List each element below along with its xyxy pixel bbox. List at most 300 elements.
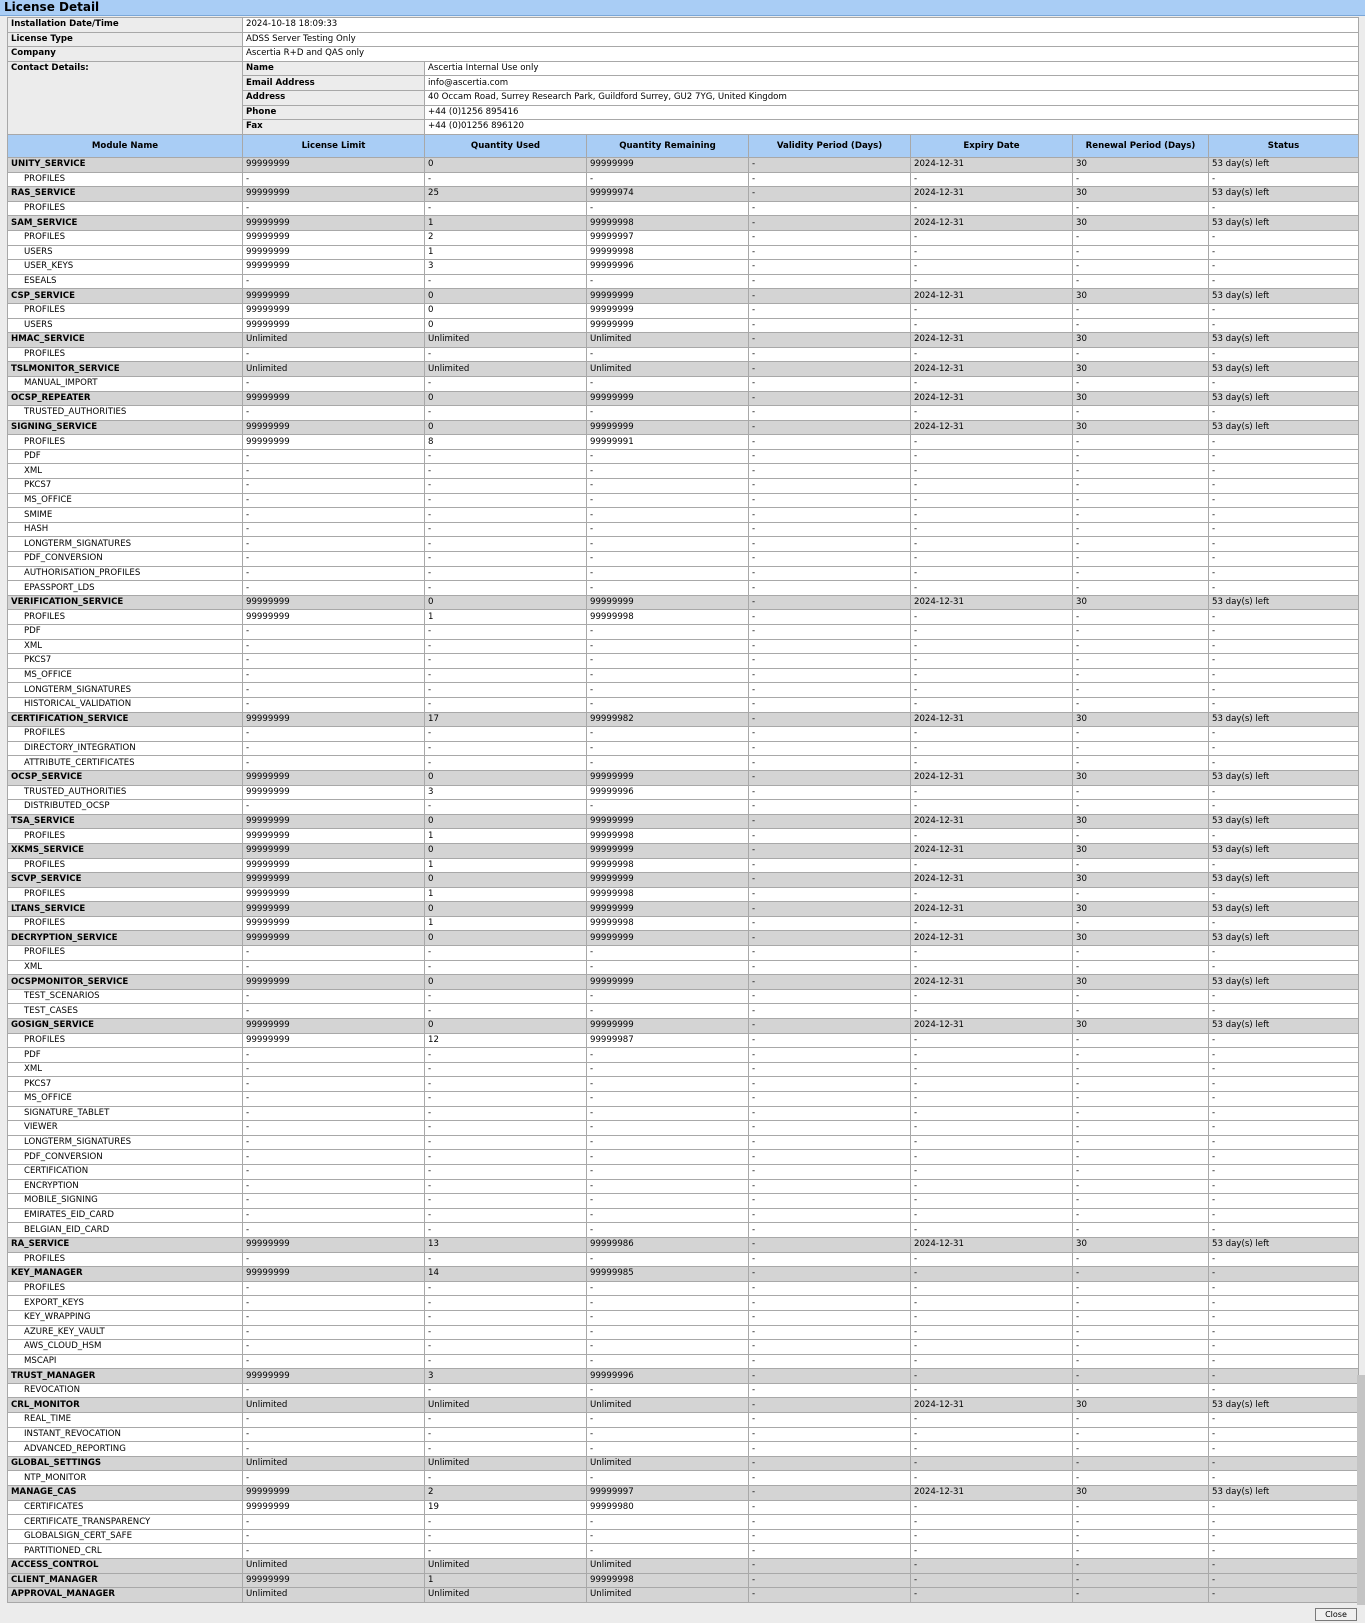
expiry-cell: -: [911, 435, 1073, 450]
status-cell: -: [1209, 1427, 1359, 1442]
renewal-cell: -: [1073, 479, 1209, 494]
expiry-cell: -: [911, 552, 1073, 567]
module-name-cell: HMAC_SERVICE: [8, 333, 243, 348]
quantity-used-cell: 0: [425, 873, 587, 888]
status-cell: -: [1209, 1340, 1359, 1355]
expiry-cell: -: [911, 829, 1073, 844]
module-name-cell: AUTHORISATION_PROFILES: [8, 566, 243, 581]
expiry-cell: -: [911, 449, 1073, 464]
quantity-remaining-cell: 99999998: [587, 610, 749, 625]
validity-cell: -: [749, 960, 911, 975]
sub-module-row: [8, 668, 1359, 683]
renewal-cell: 30: [1073, 420, 1209, 435]
license-limit-cell: 99999999: [243, 843, 425, 858]
module-name-cell: CERTIFICATION_SERVICE: [8, 712, 243, 727]
validity-cell: -: [749, 931, 911, 946]
module-name-cell: PROFILES: [8, 887, 243, 902]
service-row: [8, 1019, 1359, 1034]
module-name-cell: PARTITIONED_CRL: [8, 1544, 243, 1559]
service-row: [8, 712, 1359, 727]
validity-cell: -: [749, 1296, 911, 1311]
renewal-cell: -: [1073, 1223, 1209, 1238]
quantity-used-cell: -: [425, 1296, 587, 1311]
status-cell: -: [1209, 1062, 1359, 1077]
sub-module-row: [8, 552, 1359, 567]
module-name-cell: LONGTERM_SIGNATURES: [8, 537, 243, 552]
license-limit-cell: -: [243, 1121, 425, 1136]
module-name-cell: APPROVAL_MANAGER: [8, 1588, 243, 1603]
module-name-cell: MS_OFFICE: [8, 1092, 243, 1107]
quantity-remaining-cell: 99999999: [587, 975, 749, 990]
quantity-used-cell: 3: [425, 1369, 587, 1384]
status-cell: -: [1209, 1252, 1359, 1267]
validity-cell: -: [749, 639, 911, 654]
renewal-cell: -: [1073, 829, 1209, 844]
contact-address-value: 40 Occam Road, Surrey Research Park, Guildford Surrey, GU2 7YG, United Kingdom: [425, 90, 1359, 105]
company-row: [8, 47, 1359, 62]
quantity-used-cell: Unlimited: [425, 1588, 587, 1603]
renewal-cell: -: [1073, 1383, 1209, 1398]
validity-cell: -: [749, 756, 911, 771]
license-limit-cell: -: [243, 1471, 425, 1486]
status-cell: -: [1209, 1281, 1359, 1296]
service-row: [8, 1369, 1359, 1384]
module-name-cell: PDF: [8, 449, 243, 464]
validity-cell: -: [749, 1208, 911, 1223]
status-cell: 53 day(s) left: [1209, 391, 1359, 406]
license-limit-cell: -: [243, 683, 425, 698]
quantity-used-cell: -: [425, 1077, 587, 1092]
expiry-cell: -: [911, 303, 1073, 318]
validity-cell: -: [749, 1442, 911, 1457]
service-row: [8, 289, 1359, 304]
status-cell: -: [1209, 1369, 1359, 1384]
status-cell: -: [1209, 303, 1359, 318]
status-cell: -: [1209, 493, 1359, 508]
module-name-cell: TEST_SCENARIOS: [8, 989, 243, 1004]
module-name-cell: PKCS7: [8, 654, 243, 669]
quantity-used-cell: -: [425, 522, 587, 537]
quantity-used-cell: -: [425, 1164, 587, 1179]
status-cell: -: [1209, 1296, 1359, 1311]
quantity-remaining-cell: -: [587, 1077, 749, 1092]
license-limit-cell: 99999999: [243, 1573, 425, 1588]
status-cell: -: [1209, 1194, 1359, 1209]
status-cell: 53 day(s) left: [1209, 158, 1359, 173]
quantity-remaining-cell: -: [587, 552, 749, 567]
renewal-cell: -: [1073, 1179, 1209, 1194]
sub-module-row: [8, 318, 1359, 333]
validity-cell: -: [749, 172, 911, 187]
sub-module-row: [8, 376, 1359, 391]
renewal-cell: -: [1073, 1062, 1209, 1077]
status-cell: 53 day(s) left: [1209, 595, 1359, 610]
renewal-cell: -: [1073, 1500, 1209, 1515]
service-row: [8, 1456, 1359, 1471]
module-name-cell: MSCAPI: [8, 1354, 243, 1369]
expiry-cell: 2024-12-31: [911, 873, 1073, 888]
license-limit-cell: -: [243, 1179, 425, 1194]
module-name-cell: CSP_SERVICE: [8, 289, 243, 304]
renewal-cell: -: [1073, 1092, 1209, 1107]
validity-cell: -: [749, 654, 911, 669]
renewal-cell: -: [1073, 1296, 1209, 1311]
module-name-cell: PROFILES: [8, 1033, 243, 1048]
quantity-used-cell: 3: [425, 785, 587, 800]
quantity-used-cell: -: [425, 1340, 587, 1355]
module-name-cell: AZURE_KEY_VAULT: [8, 1325, 243, 1340]
quantity-remaining-cell: -: [587, 274, 749, 289]
status-cell: -: [1209, 989, 1359, 1004]
validity-cell: -: [749, 245, 911, 260]
renewal-cell: 30: [1073, 975, 1209, 990]
expiry-cell: -: [911, 1048, 1073, 1063]
validity-cell: -: [749, 902, 911, 917]
license-limit-cell: -: [243, 756, 425, 771]
module-name-cell: LONGTERM_SIGNATURES: [8, 683, 243, 698]
quantity-used-cell: -: [425, 1413, 587, 1428]
license-limit-cell: 99999999: [243, 318, 425, 333]
quantity-used-cell: 14: [425, 1267, 587, 1282]
quantity-remaining-cell: -: [587, 1048, 749, 1063]
col-quantity-used: Quantity Used: [425, 135, 587, 158]
status-cell: -: [1209, 756, 1359, 771]
sub-module-row: [8, 347, 1359, 362]
quantity-remaining-cell: -: [587, 522, 749, 537]
status-cell: -: [1209, 668, 1359, 683]
expiry-cell: -: [911, 1413, 1073, 1428]
validity-cell: -: [749, 537, 911, 552]
license-limit-cell: 99999999: [243, 873, 425, 888]
quantity-remaining-cell: -: [587, 1281, 749, 1296]
validity-cell: -: [749, 1573, 911, 1588]
quantity-used-cell: -: [425, 639, 587, 654]
quantity-remaining-cell: -: [587, 1194, 749, 1209]
module-name-cell: PKCS7: [8, 1077, 243, 1092]
status-cell: 53 day(s) left: [1209, 843, 1359, 858]
expiry-cell: 2024-12-31: [911, 595, 1073, 610]
quantity-used-cell: 1: [425, 916, 587, 931]
expiry-cell: -: [911, 683, 1073, 698]
license-limit-cell: -: [243, 654, 425, 669]
status-cell: 53 day(s) left: [1209, 289, 1359, 304]
renewal-cell: 30: [1073, 873, 1209, 888]
license-limit-cell: -: [243, 566, 425, 581]
expiry-cell: 2024-12-31: [911, 420, 1073, 435]
validity-cell: -: [749, 1544, 911, 1559]
expiry-cell: -: [911, 464, 1073, 479]
quantity-remaining-cell: 99999999: [587, 931, 749, 946]
status-cell: 53 day(s) left: [1209, 1019, 1359, 1034]
service-row: [8, 187, 1359, 202]
module-name-cell: PROFILES: [8, 1252, 243, 1267]
license-limit-cell: -: [243, 1150, 425, 1165]
quantity-remaining-cell: 99999986: [587, 1237, 749, 1252]
service-row: [8, 1237, 1359, 1252]
quantity-remaining-cell: 99999985: [587, 1267, 749, 1282]
renewal-cell: -: [1073, 1369, 1209, 1384]
expiry-cell: -: [911, 1194, 1073, 1209]
quantity-remaining-cell: 99999999: [587, 902, 749, 917]
status-cell: -: [1209, 1442, 1359, 1457]
contact-email-value: info@ascertia.com: [425, 76, 1359, 91]
module-name-cell: RAS_SERVICE: [8, 187, 243, 202]
service-row: [8, 975, 1359, 990]
license-limit-cell: Unlimited: [243, 1398, 425, 1413]
validity-cell: -: [749, 858, 911, 873]
renewal-cell: -: [1073, 1267, 1209, 1282]
expiry-cell: -: [911, 727, 1073, 742]
quantity-remaining-cell: -: [587, 1529, 749, 1544]
renewal-cell: 30: [1073, 814, 1209, 829]
renewal-cell: -: [1073, 960, 1209, 975]
validity-cell: -: [749, 1004, 911, 1019]
expiry-cell: -: [911, 625, 1073, 640]
quantity-remaining-cell: -: [587, 201, 749, 216]
quantity-used-cell: 1: [425, 1573, 587, 1588]
scrollbar-thumb[interactable]: [1357, 1375, 1365, 1605]
renewal-cell: 30: [1073, 902, 1209, 917]
validity-cell: -: [749, 1325, 911, 1340]
window-title: License Detail: [0, 0, 1365, 16]
status-cell: -: [1209, 245, 1359, 260]
expiry-cell: -: [911, 493, 1073, 508]
license-limit-cell: Unlimited: [243, 1588, 425, 1603]
renewal-cell: -: [1073, 1427, 1209, 1442]
quantity-used-cell: -: [425, 1281, 587, 1296]
expiry-cell: 2024-12-31: [911, 158, 1073, 173]
module-name-cell: MANUAL_IMPORT: [8, 376, 243, 391]
quantity-used-cell: -: [425, 1325, 587, 1340]
quantity-used-cell: Unlimited: [425, 333, 587, 348]
module-name-cell: KEY_MANAGER: [8, 1267, 243, 1282]
validity-cell: -: [749, 1019, 911, 1034]
expiry-cell: -: [911, 741, 1073, 756]
module-name-cell: SIGNING_SERVICE: [8, 420, 243, 435]
quantity-used-cell: -: [425, 1471, 587, 1486]
status-cell: -: [1209, 581, 1359, 596]
license-limit-cell: -: [243, 508, 425, 523]
renewal-cell: 30: [1073, 1019, 1209, 1034]
quantity-remaining-cell: 99999982: [587, 712, 749, 727]
expiry-cell: -: [911, 887, 1073, 902]
quantity-remaining-cell: -: [587, 668, 749, 683]
renewal-cell: -: [1073, 1354, 1209, 1369]
quantity-used-cell: 12: [425, 1033, 587, 1048]
expiry-cell: -: [911, 1004, 1073, 1019]
status-cell: -: [1209, 1223, 1359, 1238]
license-limit-cell: 99999999: [243, 785, 425, 800]
quantity-remaining-cell: -: [587, 581, 749, 596]
quantity-used-cell: 0: [425, 158, 587, 173]
status-cell: 53 day(s) left: [1209, 420, 1359, 435]
module-name-cell: SCVP_SERVICE: [8, 873, 243, 888]
renewal-cell: -: [1073, 1252, 1209, 1267]
quantity-used-cell: -: [425, 376, 587, 391]
validity-cell: -: [749, 435, 911, 450]
renewal-cell: -: [1073, 800, 1209, 815]
contact-name-label: Name: [243, 61, 425, 76]
status-cell: -: [1209, 1413, 1359, 1428]
quantity-used-cell: -: [425, 1048, 587, 1063]
validity-cell: -: [749, 1106, 911, 1121]
quantity-remaining-cell: 99999996: [587, 260, 749, 275]
renewal-cell: -: [1073, 1004, 1209, 1019]
renewal-cell: -: [1073, 1559, 1209, 1574]
installation-label: Installation Date/Time: [8, 18, 243, 33]
status-cell: -: [1209, 347, 1359, 362]
expiry-cell: -: [911, 260, 1073, 275]
renewal-cell: -: [1073, 1310, 1209, 1325]
status-cell: -: [1209, 946, 1359, 961]
validity-cell: -: [749, 814, 911, 829]
quantity-remaining-cell: 99999974: [587, 187, 749, 202]
quantity-remaining-cell: -: [587, 1442, 749, 1457]
status-cell: -: [1209, 274, 1359, 289]
renewal-cell: -: [1073, 1529, 1209, 1544]
quantity-remaining-cell: 99999999: [587, 303, 749, 318]
modules-table: [7, 134, 1359, 1603]
col-license-limit: License Limit: [243, 135, 425, 158]
renewal-cell: -: [1073, 1106, 1209, 1121]
quantity-remaining-cell: 99999987: [587, 1033, 749, 1048]
status-cell: -: [1209, 1515, 1359, 1530]
sub-module-row: [8, 1296, 1359, 1311]
expiry-cell: -: [911, 1267, 1073, 1282]
validity-cell: -: [749, 1398, 911, 1413]
quantity-used-cell: -: [425, 537, 587, 552]
renewal-cell: -: [1073, 916, 1209, 931]
quantity-used-cell: -: [425, 1354, 587, 1369]
module-name-cell: ENCRYPTION: [8, 1179, 243, 1194]
status-cell: -: [1209, 683, 1359, 698]
quantity-remaining-cell: -: [587, 1092, 749, 1107]
renewal-cell: 30: [1073, 187, 1209, 202]
expiry-cell: -: [911, 989, 1073, 1004]
status-cell: -: [1209, 1121, 1359, 1136]
validity-cell: -: [749, 303, 911, 318]
quantity-remaining-cell: 99999999: [587, 843, 749, 858]
validity-cell: -: [749, 1194, 911, 1209]
status-cell: -: [1209, 741, 1359, 756]
sub-module-row: [8, 946, 1359, 961]
sub-module-row: [8, 303, 1359, 318]
renewal-cell: -: [1073, 610, 1209, 625]
quantity-remaining-cell: -: [587, 1208, 749, 1223]
license-limit-cell: -: [243, 1515, 425, 1530]
module-name-cell: CLIENT_MANAGER: [8, 1573, 243, 1588]
status-cell: -: [1209, 230, 1359, 245]
validity-cell: -: [749, 230, 911, 245]
close-button[interactable]: Close: [1315, 1608, 1357, 1621]
validity-cell: -: [749, 1413, 911, 1428]
quantity-remaining-cell: -: [587, 479, 749, 494]
module-name-cell: DISTRIBUTED_OCSP: [8, 800, 243, 815]
sub-module-row: [8, 1048, 1359, 1063]
expiry-cell: -: [911, 1077, 1073, 1092]
quantity-remaining-cell: 99999997: [587, 230, 749, 245]
company-value: Ascertia R+D and QAS only: [243, 47, 1359, 62]
quantity-used-cell: 17: [425, 712, 587, 727]
module-name-cell: PROFILES: [8, 435, 243, 450]
quantity-remaining-cell: 99999999: [587, 1019, 749, 1034]
license-limit-cell: -: [243, 1442, 425, 1457]
license-limit-cell: -: [243, 274, 425, 289]
expiry-cell: 2024-12-31: [911, 1398, 1073, 1413]
renewal-cell: -: [1073, 1194, 1209, 1209]
expiry-cell: -: [911, 1456, 1073, 1471]
validity-cell: -: [749, 347, 911, 362]
expiry-cell: -: [911, 916, 1073, 931]
module-name-cell: TSA_SERVICE: [8, 814, 243, 829]
service-row: [8, 1573, 1359, 1588]
validity-cell: -: [749, 1529, 911, 1544]
validity-cell: -: [749, 1237, 911, 1252]
service-row: [8, 595, 1359, 610]
quantity-used-cell: 0: [425, 814, 587, 829]
module-name-cell: XML: [8, 960, 243, 975]
module-name-cell: USER_KEYS: [8, 260, 243, 275]
quantity-used-cell: -: [425, 800, 587, 815]
quantity-remaining-cell: -: [587, 464, 749, 479]
renewal-cell: -: [1073, 625, 1209, 640]
license-type-value: ADSS Server Testing Only: [243, 32, 1359, 47]
quantity-used-cell: 2: [425, 230, 587, 245]
sub-module-row: [8, 1281, 1359, 1296]
quantity-remaining-cell: -: [587, 449, 749, 464]
expiry-cell: -: [911, 230, 1073, 245]
quantity-remaining-cell: -: [587, 960, 749, 975]
module-name-cell: PDF: [8, 1048, 243, 1063]
license-limit-cell: 99999999: [243, 931, 425, 946]
renewal-cell: -: [1073, 785, 1209, 800]
expiry-cell: 2024-12-31: [911, 391, 1073, 406]
license-limit-cell: -: [243, 668, 425, 683]
module-name-cell: USERS: [8, 318, 243, 333]
sub-module-row: [8, 683, 1359, 698]
module-name-cell: PROFILES: [8, 1281, 243, 1296]
quantity-used-cell: -: [425, 274, 587, 289]
validity-cell: -: [749, 1500, 911, 1515]
license-limit-cell: -: [243, 522, 425, 537]
service-row: [8, 362, 1359, 377]
quantity-remaining-cell: 99999998: [587, 858, 749, 873]
status-cell: -: [1209, 1033, 1359, 1048]
renewal-cell: -: [1073, 581, 1209, 596]
quantity-remaining-cell: 99999999: [587, 420, 749, 435]
status-cell: -: [1209, 887, 1359, 902]
quantity-remaining-cell: -: [587, 1296, 749, 1311]
sub-module-row: [8, 887, 1359, 902]
module-name-cell: INSTANT_REVOCATION: [8, 1427, 243, 1442]
expiry-cell: -: [911, 537, 1073, 552]
quantity-remaining-cell: 99999998: [587, 887, 749, 902]
license-limit-cell: -: [243, 347, 425, 362]
quantity-remaining-cell: -: [587, 537, 749, 552]
quantity-remaining-cell: 99999999: [587, 391, 749, 406]
renewal-cell: -: [1073, 1456, 1209, 1471]
expiry-cell: -: [911, 1164, 1073, 1179]
expiry-cell: 2024-12-31: [911, 187, 1073, 202]
module-name-cell: OCSP_SERVICE: [8, 770, 243, 785]
status-cell: -: [1209, 1208, 1359, 1223]
expiry-cell: -: [911, 785, 1073, 800]
status-cell: 53 day(s) left: [1209, 187, 1359, 202]
status-cell: -: [1209, 1106, 1359, 1121]
quantity-used-cell: 0: [425, 1019, 587, 1034]
module-name-cell: SIGNATURE_TABLET: [8, 1106, 243, 1121]
quantity-remaining-cell: -: [587, 727, 749, 742]
